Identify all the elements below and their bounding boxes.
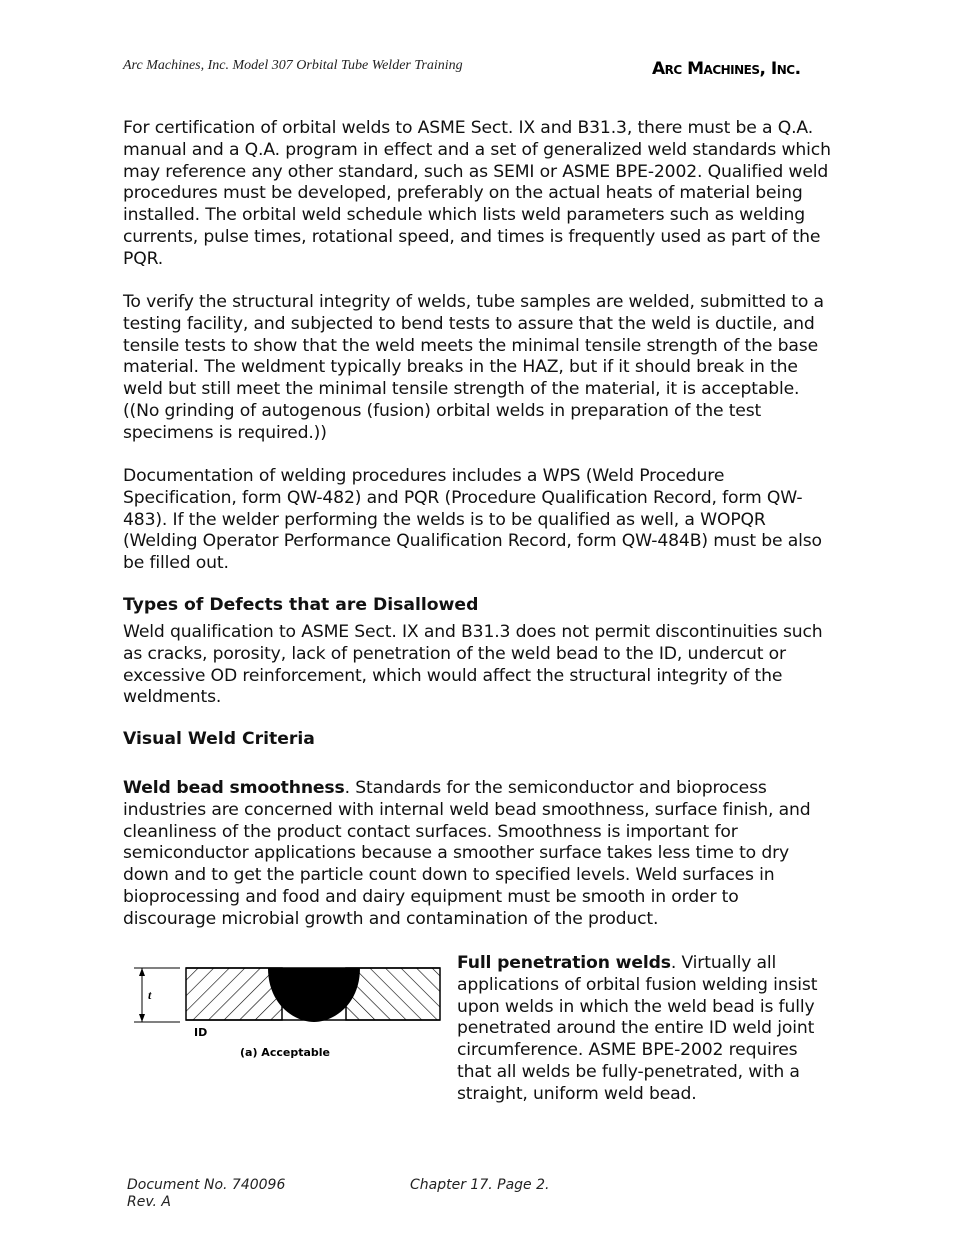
footer-document-info xyxy=(127,1177,285,1211)
footer-revision: Rev. A xyxy=(127,1194,171,1210)
thickness-label: t xyxy=(148,988,152,1002)
company-logo: Arc Machines, Inc. xyxy=(652,59,801,79)
footer-chapter-page: Chapter 17. Page 2. xyxy=(410,1177,550,1193)
header-title: Arc Machines, Inc. Model 307 Orbital Tube Welder Training xyxy=(123,58,463,73)
full-penetration-text: . Virtually all applications of orbital fusion welding insist upon welds in which the weld bead is fully penetrated around the entire ID weld joint circumference. ASME BPE-2002 requires that all welds be fully-penetrated, with a straight, uniform weld bead. xyxy=(457,953,818,1104)
paragraph-smoothness xyxy=(123,778,835,931)
weld-penetration-figure xyxy=(128,960,448,1070)
smoothness-text: . Standards for the semiconductor and bioprocess industries are concerned with internal weld bead smoothness, surface finish, and cleanliness of the product contact surfaces. Smoothness is important for semiconductor applications because a smoother surface takes less time to dry down and to get the particle count down to specified levels. Weld surfaces in bioprocessing and food and dairy equipment must be smooth in order to discourage microbial growth and contamination of the product. xyxy=(123,778,811,929)
figure-caption: (a) Acceptable xyxy=(240,1046,330,1059)
full-penetration-lead: Full penetration welds xyxy=(457,953,671,973)
heading-defects: Types of Defects that are Disallowed xyxy=(123,595,479,615)
tube-wall-right xyxy=(346,968,440,1020)
paragraph-full-penetration xyxy=(457,953,837,1106)
smoothness-lead: Weld bead smoothness xyxy=(123,778,345,798)
id-label: ID xyxy=(194,1026,208,1039)
paragraph-defects: Weld qualification to ASME Sect. IX and B31.3 does not permit discontinuities such as cracks, porosity, lack of penetration of the weld bead to the ID, undercut or excessive OD reinforcement, which would affect the structural integrity of the weldments. xyxy=(123,622,823,708)
paragraph-structural-integrity: To verify the structural integrity of welds, tube samples are welded, submitted to a testing facility, and subjected to bend tests to assure that the weld is ductile, and tensile tests to show that the weld meets the minimal tensile strength of the base material. The weldment typically breaks in the HAZ, but if it should break in the weld but still meet the minimal tensile strength of the material, it is acceptable. ((No grinding of autogenous (fusion) orbital welds in preparation of the test specimens is required.)) xyxy=(123,292,824,443)
footer-doc-number: Document No. 740096 xyxy=(127,1177,286,1193)
tube-wall-left xyxy=(186,968,282,1020)
paragraph-certification: For certification of orbital welds to ASME Sect. IX and B31.3, there must be a Q.A. manual and a Q.A. program in effect and a set of generalized weld standards which may reference any other standard, such as SEMI or ASME BPE-2002. Qualified weld procedures must be developed, preferably on the actual heats of material being installed. The orbital weld schedule which lists weld parameters such as welding currents, pulse times, rotational speed, and times is frequently used as part of the PQR. xyxy=(123,118,831,269)
heading-visual-criteria: Visual Weld Criteria xyxy=(123,729,315,749)
paragraph-documentation: Documentation of welding procedures includes a WPS (Weld Procedure Specification, form QW-482) and PQR (Procedure Qualification Record, form QW-483). If the welder performing the welds is to be qualified as well, a WOPQR (Welding Operator Performance Qualification Record, form QW-484B) must be also be filled out. xyxy=(123,466,822,574)
